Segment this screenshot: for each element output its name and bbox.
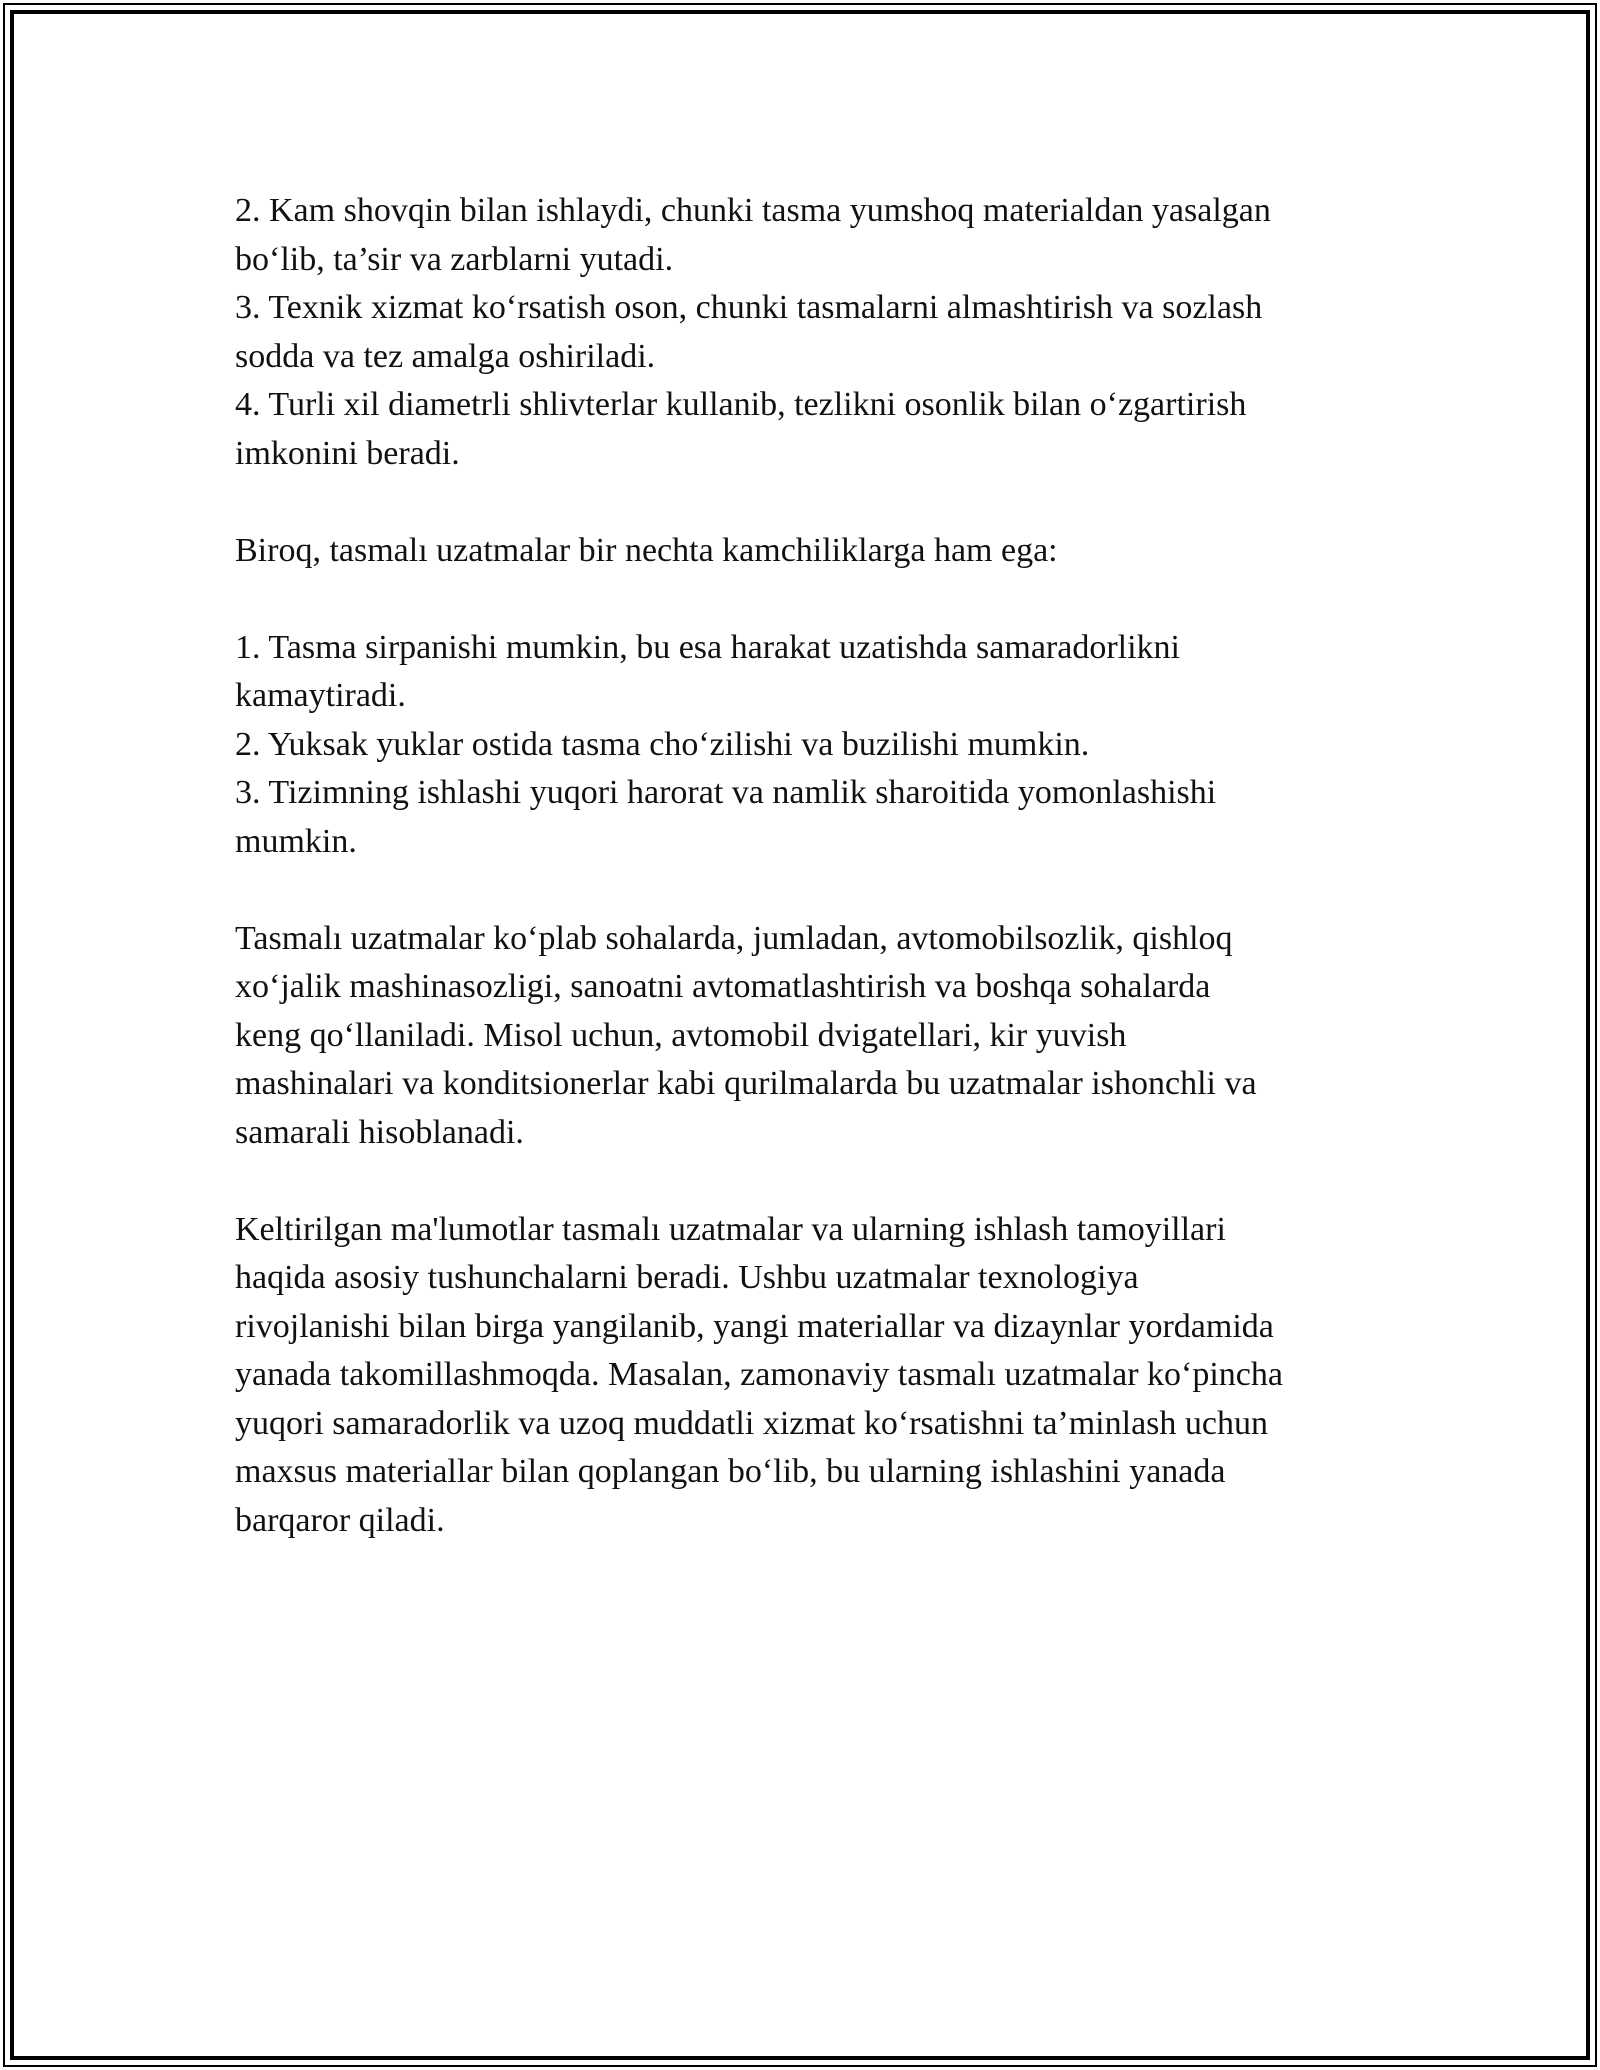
- text-line: sodda va tez amalga oshiriladi.: [235, 337, 656, 375]
- text-line: Tasmalı uzatmalar ko‘plab sohalarda, jumladan, avtomobilsozlik, qishloq: [235, 919, 1233, 957]
- text-line: bo‘lib, ta’sir va zarblarni yutadi.: [235, 240, 674, 278]
- paragraph-advantages-list: [235, 187, 1395, 478]
- text-line: maxsus materiallar bilan qoplangan bo‘lib, bu ularning ishlashini yanada: [235, 1453, 1226, 1490]
- text-line: keng qo‘llaniladi. Misol uchun, avtomobil dvigatellari, kir yuvish: [235, 1016, 1127, 1054]
- text-line: rivojlanishi bilan birga yangilanib, yangi materiallar va dizaynlar yordamida: [235, 1307, 1274, 1345]
- text-line: samarali hisoblanadi.: [235, 1113, 524, 1151]
- text-line: mumkin.: [235, 822, 357, 860]
- text-line: Keltirilgan ma'lumotlar tasmalı uzatmalar va ularning ishlash tamoyillari: [235, 1210, 1226, 1248]
- text-line: barqaror qiladi.: [235, 1501, 445, 1539]
- text-line: xo‘jalik mashinasozligi, sanoatni avtomatlashtirish va boshqa sohalarda: [235, 968, 1211, 1005]
- text-line: 3. Texnik xizmat ko‘rsatish oson, chunki tasmalarni almashtirish va sozlash: [235, 289, 1263, 326]
- text-line: 4. Turli xil diametrli shlivterlar kullanib, tezlikni osonlik bilan o‘zgartirish: [235, 386, 1247, 423]
- text-line: kamaytiradi.: [235, 677, 406, 714]
- text-line: 2. Yuksak yuklar ostida tasma cho‘zilishi va buzilishi mumkin.: [235, 725, 1090, 763]
- text-line: yuqori samaradorlik va uzoq muddatli xizmat ko‘rsatishni ta’minlash uchun: [235, 1404, 1268, 1442]
- paragraph-applications: [235, 915, 1395, 1158]
- paragraph-disadvantages-list: [235, 624, 1395, 867]
- paragraph-disadvantages-intro: [235, 527, 1395, 576]
- document-body: [235, 187, 1395, 1545]
- text-line: 3. Tizimning ishlashi yuqori harorat va namlik sharoitida yomonlashishi: [235, 774, 1217, 811]
- text-line: imkonini beradi.: [235, 434, 460, 472]
- text-line: Biroq, tasmalı uzatmalar bir nechta kamchiliklarga ham ega:: [235, 531, 1058, 569]
- text-line: 1. Tasma sirpanishi mumkin, bu esa harakat uzatishda samaradorlikni: [235, 628, 1180, 666]
- text-line: mashinalari va konditsionerlar kabi qurilmalarda bu uzatmalar ishonchli va: [235, 1065, 1257, 1102]
- text-line: 2. Kam shovqin bilan ishlaydi, chunki tasma yumshoq materialdan yasalgan: [235, 192, 1271, 229]
- paragraph-conclusion: [235, 1206, 1395, 1546]
- text-line: haqida asosiy tushunchalarni beradi. Ushbu uzatmalar texnologiya: [235, 1259, 1139, 1296]
- text-line: yanada takomillashmoqda. Masalan, zamonaviy tasmalı uzatmalar ko‘pincha: [235, 1356, 1283, 1393]
